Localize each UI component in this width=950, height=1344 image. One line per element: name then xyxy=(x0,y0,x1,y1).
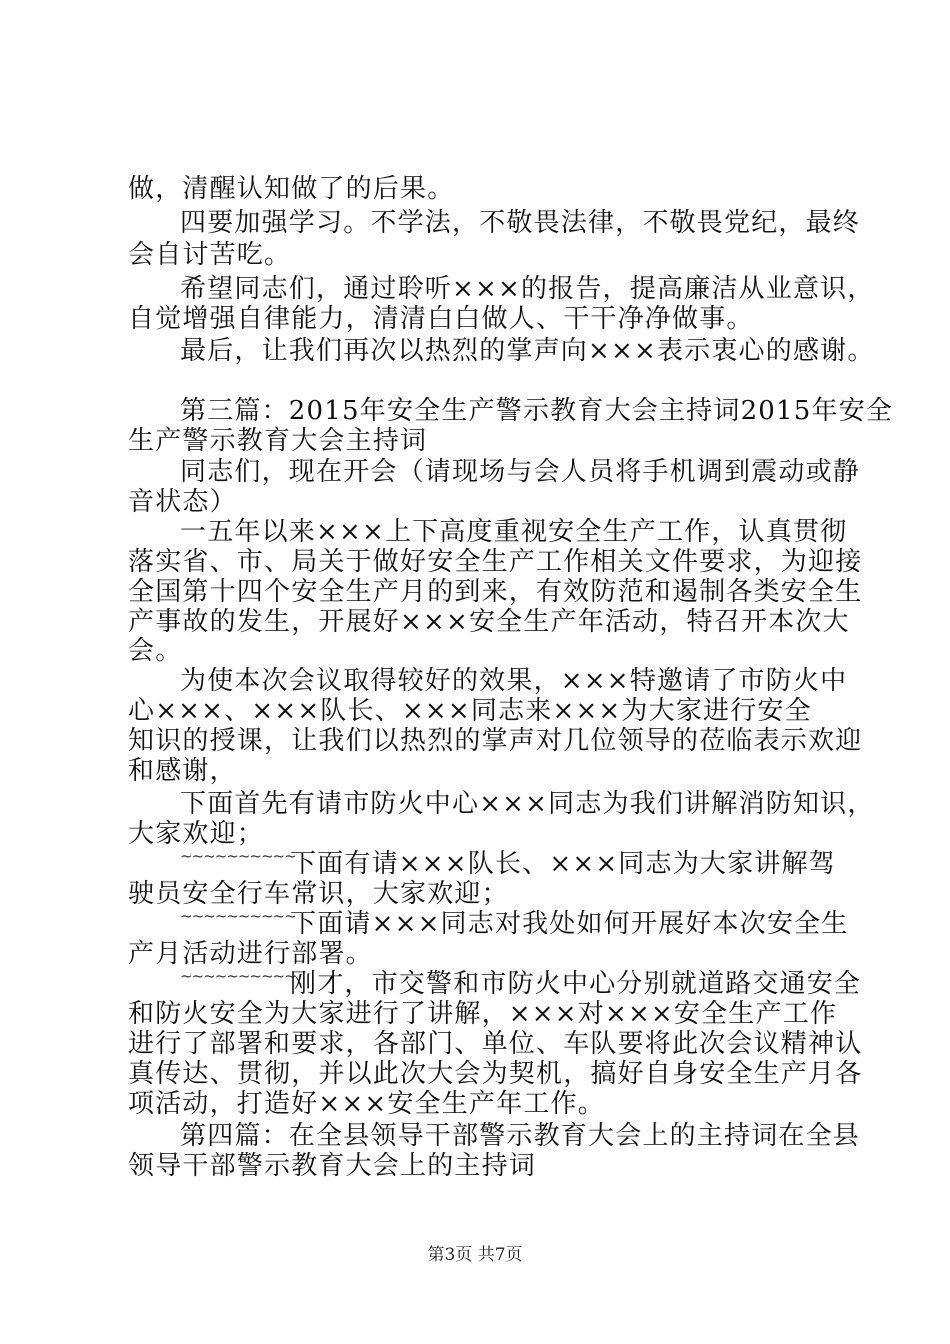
text-line: 刚才，市交警和市防火中心分别就道路交通安全 xyxy=(290,969,862,999)
text-line: 一五年以来×××上下高度重视安全生产工作，认真贯彻 xyxy=(180,517,848,547)
text-line: 真传达、贯彻，并以此次大会为契机，搞好自身安全生产月各 xyxy=(128,1059,863,1089)
text-line: 知识的授课，让我们以热烈的掌声对几位领导的莅临表示欢迎 xyxy=(128,726,863,756)
text-line: 会。 xyxy=(128,636,183,666)
text-line: 做，清醒认知做了的后果。 xyxy=(128,174,455,204)
text-line: 四要加强学习。不学法，不敬畏法律，不敬畏党纪，最终 xyxy=(180,208,861,238)
text-line: 为使本次会议取得较好的效果，×××特邀请了市防火中 xyxy=(180,666,848,696)
page-footer: 第3页 共7页 xyxy=(427,1245,523,1265)
text-line: 产月活动进行部署。 xyxy=(128,939,373,969)
text-line: 项活动，打造好×××安全生产年工作。 xyxy=(128,1089,605,1119)
text-line: 希望同志们，通过聆听×××的报告，提高廉洁从业意识， xyxy=(180,274,875,304)
text-line: 下面请×××同志对我处如何开展好本次安全生 xyxy=(290,909,849,939)
text-line: 驶员安全行车常识，大家欢迎； xyxy=(128,879,509,909)
section-heading: 第四篇：在全县领导干部警示教育大会上的主持词在全县 xyxy=(180,1121,861,1151)
text-line: 音状态） xyxy=(128,487,237,517)
text-line: 全国第十四个安全生产月的到来，有效防范和遏制各类安全生 xyxy=(128,577,863,607)
text-line: 同志们，现在开会（请现场与会人员将手机调到震动或静 xyxy=(180,457,861,487)
text-line: 进行了部署和要求，各部门、单位、车队要将此次会议精神认 xyxy=(128,1029,863,1059)
text-line: 下面首先有请市防火中心×××同志为我们讲解消防知识， xyxy=(180,789,875,819)
tilde-mark: ~~~~~~~~~~ xyxy=(180,967,296,985)
tilde-mark: ~~~~~~~~~~ xyxy=(180,907,296,925)
text-line: 心×××、×××队长、×××同志来×××为大家进行安全 xyxy=(128,696,812,726)
text-line: 和防火安全为大家进行了讲解，×××对×××安全生产工作 xyxy=(128,999,838,1029)
text-line: 下面有请×××队长、×××同志为大家讲解驾 xyxy=(290,849,836,879)
text-line: 大家欢迎； xyxy=(128,819,265,849)
text-line: 和感谢， xyxy=(128,756,237,786)
text-line: 自觉增强自律能力，清清白白做人、干干净净做事。 xyxy=(128,304,754,334)
text-line: 落实省、市、局关于做好安全生产工作相关文件要求，为迎接 xyxy=(128,547,863,577)
text-line: 最后，让我们再次以热烈的掌声向×××表示衷心的感谢。 xyxy=(180,336,875,366)
text-line: 产事故的发生，开展好×××安全生产年活动，特召开本次大 xyxy=(128,607,850,637)
section-heading: 第三篇：2015年安全生产警示教育大会主持词2015年安全 xyxy=(180,396,894,426)
text-line: 会自讨苦吃。 xyxy=(128,240,292,270)
section-heading: 领导干部警示教育大会上的主持词 xyxy=(128,1151,537,1181)
section-heading: 生产警示教育大会主持词 xyxy=(128,426,428,456)
tilde-mark: ~~~~~~~~~~ xyxy=(180,847,296,865)
